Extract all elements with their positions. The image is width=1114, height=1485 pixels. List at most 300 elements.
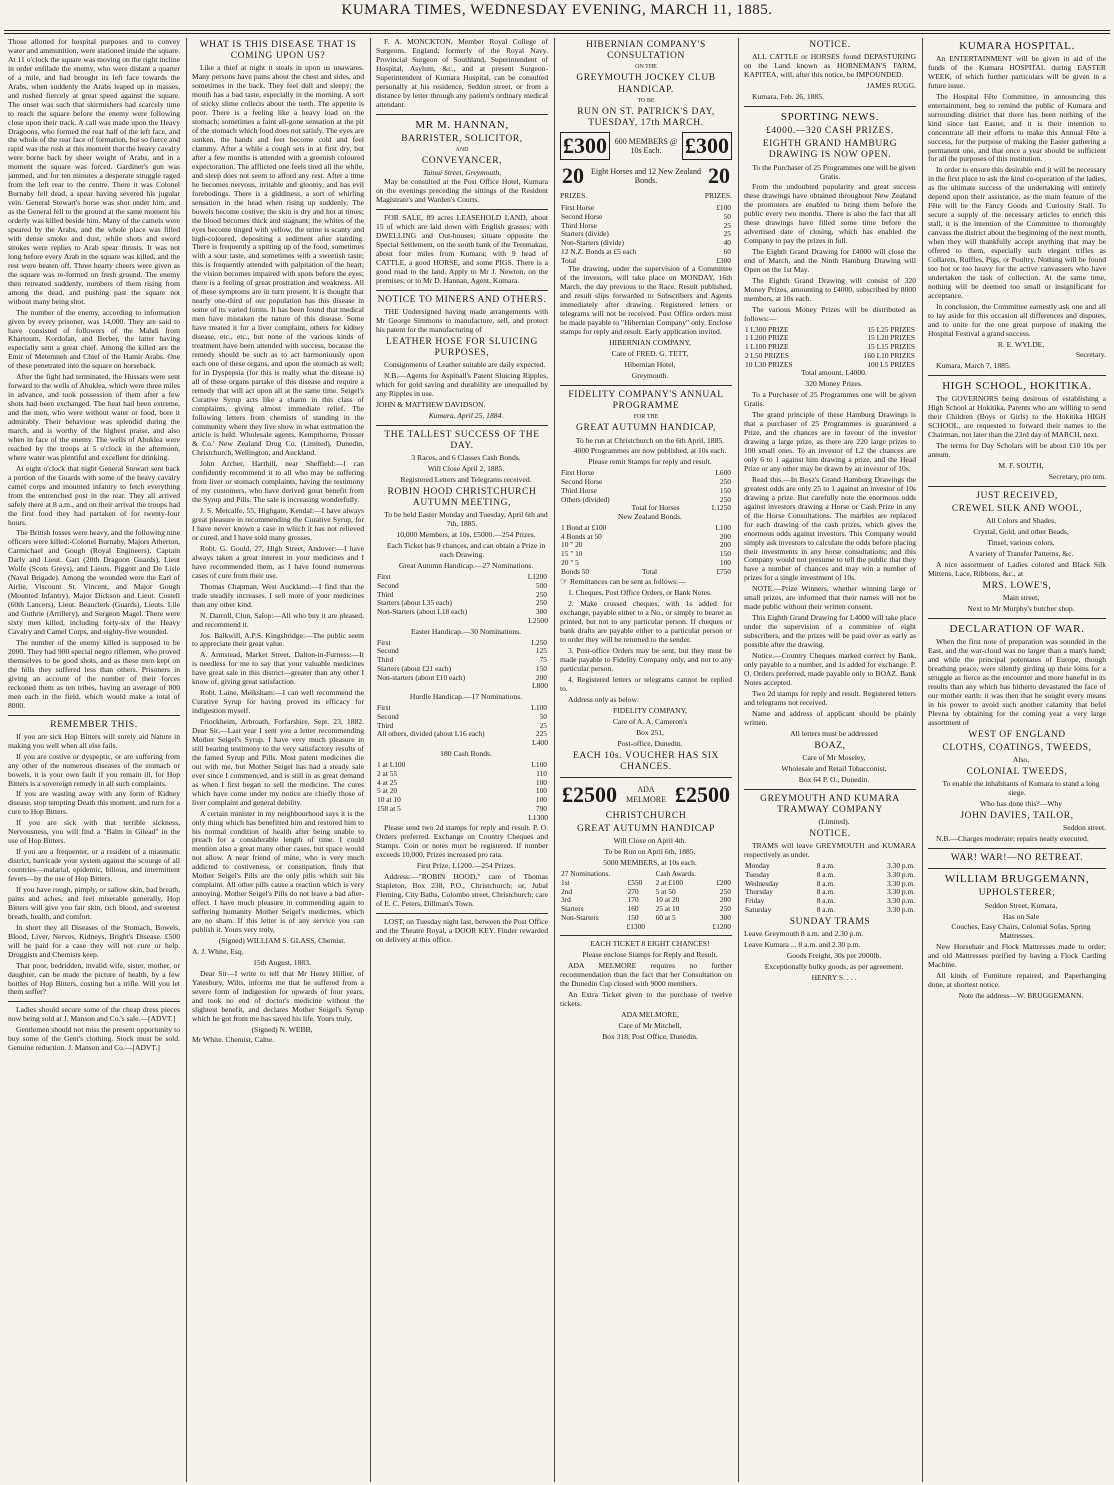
tram-table-cell: 3.30 p.m.	[887, 878, 915, 888]
tram-table-cell: Monday	[745, 861, 770, 871]
fidelity-heading: FIDELITY COMPANY'S ANNUAL PROGRAMME	[568, 389, 724, 412]
crewel-text-3: Tinsel, various colors,	[987, 538, 1055, 548]
lowe-street: Main street,	[1002, 593, 1040, 603]
fidelity-remit-2	[560, 576, 732, 587]
gah-table-cell: Non-Starters (about L18 each)	[377, 607, 468, 617]
ada-table-cell: 1st	[561, 877, 570, 887]
ada-table-cell: 300	[719, 912, 731, 922]
bonds-table-row	[376, 761, 548, 770]
divider	[744, 106, 916, 107]
fidelity-nz-total	[560, 568, 732, 577]
ada-table-cell: 2nd	[561, 886, 573, 896]
gah-table-cell: 250	[535, 598, 547, 608]
fidelity-rule-3: 3. Post-office Orders may be sent, but they must be made payable to Fidelity Company only, and not to any particular person.	[560, 646, 732, 673]
remember-text-7: In short they all Diseases of the Stomach, Bowels, Blood, Liver, Nerves, Kidneys, Bright's Disease. £500 will be paid for a case they will not cure or help. Druggists and Chemists keep.	[8, 922, 180, 959]
tram-table-cell: 8 a.m.	[816, 896, 835, 906]
miners-text: THE Undersigned having made arrangements with Mr George Simmons to manufacture, sell, and protect his patent for the manufacturing of	[376, 306, 548, 334]
fidelity-table-cell: 250	[719, 477, 731, 487]
ada-gah: GREAT AUTUMN HANDICAP	[576, 824, 716, 835]
prize-total: Total amount, L4000.	[801, 368, 867, 378]
ada-close: Will Close on April 4th.	[613, 836, 687, 846]
ada-sign: ADA MELMORE,	[621, 1010, 679, 1020]
bonds-table-cell: 790	[535, 803, 547, 813]
column-2	[192, 38, 364, 1482]
robin-heading: ROBIN HOOD CHRISTCHURCH AUTUMN MEETING,	[387, 486, 537, 509]
miners-text-2: Consignments of Leather suitable are daily expected.	[384, 359, 546, 369]
tram-table	[744, 862, 916, 914]
tram-table-row	[744, 906, 916, 915]
ada-stamp: Please enclose Stamps for Reply and Result.	[582, 950, 718, 960]
remember-text-6: If you have rough, pimply, or sallow skin, bad breath, pains and aches, and feel miserable generally, Hop Bitters will give you fair skin, rich blood, and sweetest breath, health, and comfort.	[8, 884, 180, 921]
sporting-text-13: Name and address of applicant should be plainly written.	[744, 708, 916, 727]
divider	[8, 1001, 180, 1002]
prize-table-cell: 15 L25 PRIZES	[867, 324, 915, 334]
hospital-text-1: An ENTERTAINMENT will be given in aid of the funds of the Kumara HOSPITAL during EASTER WEEK, of which further particulars will be given in a future issue.	[928, 53, 1106, 90]
remember-text-3: If you are wasting away with any form of Kidney disease, stop tempting Death this moment, and turn for a cure to Hop Bitters.	[8, 789, 180, 817]
bonds-table-cell: 4 at 25	[377, 777, 398, 787]
tallest-close: Will Close April 2, 1885.	[427, 464, 505, 474]
hibernian-count-banner	[560, 163, 732, 189]
davies-nb: N.B.—Charges moderate; repairs neatly executed.	[936, 834, 1089, 844]
robin-held: To be held Easter Monday and Tuesday, April 6th and 7th, 1885.	[384, 510, 548, 529]
eh-total: L800	[531, 681, 548, 691]
hibernian-count-right: 20	[708, 163, 730, 189]
war-report-text-5: The British losses were heavy, and the following nine officers were killed:-Colonel Burnaby, Majors Atherton, Carmichael and Gough (Royal Engineers), Captain Darly and Lieut. Gart (20th Dragoon Guards), Lieut Wolfe (Scots Greys), and Lieuts. Piggott and De Lisle (Naval Brigade). Among the wounded were the Earl of Airlie, Viscount St. Vincent, and Major Gough (Mounted Infantry), Major Dickson and Lieut. Costell (60th Lancers), Lieut. Beauclerk (Guards), Lieuts. Lile and Guthrie (Artillery), and Surgeon Magel. There were sixty men killed, including forty-six of the Heavy Cavalry and Camel Corps, and eighty-five wounded.	[8, 528, 180, 636]
tram-table-cell: 8 a.m.	[816, 887, 835, 897]
fidelity-for: FOR THE	[633, 414, 659, 421]
boaz-box: Box 64 P. O., Dunedin.	[798, 774, 870, 784]
ada-nominations-header: 27 Nominations.	[561, 869, 611, 879]
war-report-text-2: The number of the enemy, according to information given by every prisoner, was 14,000. They are said to have consisted of followers of the Mahdi from Khartoum, Kordofan, and Berber, the latter having especially sent a great chief. Among the killed are the Emir of Metemneh and Chief of the Hamir Arabs. One of these penetrated into the square on horseback.	[8, 307, 180, 371]
hibernian-prize-banner	[560, 132, 732, 160]
tallest-heading: THE TALLEST SUCCESS OF THE DAY.	[384, 429, 540, 451]
ada-table-cell: 2 at £100	[655, 877, 684, 887]
testimonial-friockheim: Friockheim, Arbroath, Forfarshire, Sept. 23, 1882. Dear Sir,—Last year I sent you a letter recommending Mother Seigel's Syrup. I have very much pleasure in still bearing testimony to the very satisfactory results of the famed Syrup and Pills. Most patent medicines die out with me, but Mother Seigel has had a steady sale ever since I commenced, and is still in as great demand as when I first began to sell the medicine. The cures which have come under my notice are chiefly those of liver complaint and general debility.	[192, 717, 364, 807]
fidelity-po: Post-office, Dunedin.	[617, 738, 683, 748]
davies-name: JOHN DAVIES, TAILOR,	[960, 811, 1074, 822]
crewel-heading: CREWEL SILK AND WOOL,	[951, 504, 1083, 515]
eh-table-row	[376, 647, 548, 656]
tram-table-cell: 3.30 p.m.	[887, 861, 915, 871]
fidelity-nz-table-cell: 200	[719, 540, 731, 550]
hibernian-run: RUN ON ST. PATRICK'S DAY, TUESDAY, 17th MARCH.	[577, 106, 715, 129]
tram-table-cell: Friday	[745, 896, 765, 906]
eh-table-cell: Starters (about £21 each)	[377, 663, 452, 673]
sporting-text-6: To a Purchaser of 25 Programmes one will be given Gratis.	[744, 390, 916, 409]
hh-table-cell: All others, divided (about L16 each)	[377, 729, 485, 739]
tram-table-cell: Thursday	[745, 887, 773, 897]
hannan-text: May be consulted at the Post Office Hotel, Kumara on the evenings preceding the sittings of the Resident Magistrate's and Warden's Courts.	[376, 177, 548, 204]
sunday-text-2: Leave Kumara ... 8 a.m. and 2.30 p.m.	[744, 939, 861, 949]
remember-text-5: If you are a frequenter, or a resident of a miasmatic district, barricade your system against the scourge of all countries—malarial, epidemic, bilious, and intermittent fevers—by the use of Hop Bitters.	[8, 847, 180, 884]
bonds-table-row	[376, 805, 548, 814]
fidelity-nz-table-cell: 10 " 20	[561, 540, 583, 550]
hibernian-tobe: TO BE	[637, 97, 655, 104]
hibernian-table	[560, 204, 732, 256]
crewel-text-4: A variety of Transfer Patterns, &c.	[968, 549, 1074, 559]
fidelity-nz-table-row	[560, 533, 732, 542]
masthead	[0, 2, 1114, 32]
bonds-table-cell: 100	[535, 786, 547, 796]
ada-table-cell: 250	[719, 904, 731, 914]
masthead-rule	[4, 30, 1110, 31]
bruggemann-trade: UPHOLSTERER,	[978, 888, 1056, 899]
ada-table-cell: 200	[719, 895, 731, 905]
divider	[560, 935, 732, 936]
column-4	[560, 38, 732, 1482]
column-5	[744, 38, 916, 1482]
miners-product: LEATHER HOSE FOR SLUICING PURPOSES,	[386, 336, 538, 358]
tram-heading: GREYMOUTH AND KUMARA TRAMWAY COMPANY	[760, 793, 900, 815]
hibernian-town: Greymouth.	[631, 370, 669, 380]
hospital-heading: KUMARA HOSPITAL.	[959, 40, 1075, 52]
fidelity-care: Care of A. A. Cameron's	[612, 716, 688, 726]
ada-banner	[560, 782, 732, 808]
bonds-table-cell: 100	[535, 795, 547, 805]
remember-heading: REMEMBER THIS.	[50, 719, 138, 730]
ada-table-cell: £200	[716, 877, 731, 887]
hannan-and: AND	[455, 146, 469, 153]
column-1	[8, 38, 180, 1482]
hibernian-table-cell: Non-Starters (divide)	[561, 238, 625, 248]
moncton-advt: F. A. MONCKTON, Member Royal College of Surgeons, England; formerly of the Royal Navy. Provincial Surgeon of Southland, Superintendent of Hospital, Asylum, &c., and at present Surgeon-Superintendent of Kumara Hospital, can be consulted personally at his residence, Seddon street, or from a distance by letter through any patient's ordinary medical attendant.	[376, 38, 548, 109]
fidelity-table-cell: Third Horse	[561, 485, 597, 495]
eh-table-row	[376, 639, 548, 648]
eh-table-cell: Non-starters (about £10 each)	[377, 672, 466, 682]
prize-table-cell: 1 L300 PRIZE	[745, 324, 789, 334]
ada-table-cell: 10 at 20	[655, 895, 680, 905]
tram-limited: (Limited).	[818, 817, 850, 827]
sporting-text-14: All letters must be addressed	[790, 728, 878, 738]
hannan-conveyancer: CONVEYANCER,	[421, 155, 503, 166]
bruggemann-sale: Has on Sale	[1002, 911, 1040, 921]
fidelity-horses-total-value: L1250	[711, 503, 731, 513]
notice-text: ALL CATTLE or HORSES found DEPASTURING on the Land known as HORNEMAN'S FARM, KAPITEA, will, after this notice, be IMPOUNDED.	[744, 52, 916, 80]
ada-table	[560, 870, 732, 922]
ladies-advt: Ladies should secure some of the cheap dress pieces now being sold at J. Manson and Co.'s sale.—[ADVT.]	[8, 1005, 180, 1024]
tram-text: TRAMS will leave GREYMOUTH and KUMARA respectively as under.	[744, 841, 916, 860]
testimonial-laine: Robt. Laine, Melksham:—I can well recommend the Curative Syrup for having proved its efficacy for indigestion myself.	[192, 688, 364, 716]
prize-table-cell: 100 L5 PRIZES	[867, 359, 915, 369]
eh-table-cell: L250	[531, 637, 547, 647]
bonds-total: L1300	[528, 812, 548, 822]
bruggemann-address: Seddon Street, Kumara,	[984, 900, 1058, 910]
fidelity-horses-total-label: Total for Horses	[631, 503, 680, 513]
notice-sign: JAMES RUGG.	[866, 81, 916, 91]
tram-table-cell: 3.30 p.m.	[887, 869, 915, 879]
fidelity-nz-total-value: £750	[716, 566, 731, 576]
divider	[560, 385, 732, 386]
eh-table-cell: 200	[535, 672, 547, 682]
hibernian-sign: HIBERNIAN COMPANY,	[609, 338, 691, 347]
hospital-text-2: The Hospital Fête Committee, in announcing this entertainment, beg to remind the public of Kumara and surrounding district that there has been nothing of the kind since last Easter, and it is their intention to concentrate all their efforts to make this Annual Fête a success, for the purpose of making the Easter gathering a permanent one, and that once a year should be sufficient for all the purposes of this institution.	[928, 91, 1106, 164]
hibernian-count-mid: Eight Horses and 12 New Zealand Bonds.	[591, 166, 701, 186]
war-also: Also,	[1012, 755, 1030, 765]
bruggemann-text-3: All kinds of Furniture repaired, and Paperhanging done, at shortest notice.	[928, 971, 1106, 990]
fidelity-address-label: Address only as below:	[568, 694, 640, 704]
remember-text-2: If you are costive or dyspeptic, or are suffering from any other of the numerous diseases of the stomach or bowels, it is your own fault if you remain ill, for Hop Bitters is a sovereign remedy in all such complaints.	[8, 751, 180, 788]
ada-table-cell: 160	[627, 904, 639, 914]
ada-extra: An Extra Ticket given to the purchase of twelve tickets.	[560, 990, 732, 1009]
tram-table-cell: 8 a.m.	[816, 861, 835, 871]
ada-christchurch: CHRISTCHURCH	[605, 810, 687, 821]
forsale-advt: FOR SALE, 89 acres LEASEHOLD LAND, about 15 of which are laid down with English grasses; with DWELLING and Out-houses; situate opposite the Special Settlement, on the south bank of the Teremakau, about four miles from Kumara; with 9 head of CATTLE, a good HORSE, and some PIGS. There is a good road to the land. Apply to Mr J. Newton, on the premises; or to Mr D. Hannan, Agent, Kumara.	[376, 212, 548, 285]
ada-table-cell: 150	[627, 912, 639, 922]
tram-table-cell: 3.30 p.m.	[887, 887, 915, 897]
divider	[744, 789, 916, 790]
prize-table-cell: 10 L30 PRIZES	[745, 359, 793, 369]
fidelity-table-cell: L600	[715, 468, 731, 478]
hibernian-total-label: Total	[561, 255, 577, 265]
bonds-table	[376, 761, 548, 813]
ada-table-cell: £550	[627, 877, 643, 887]
sporting-heading: SPORTING NEWS.	[780, 110, 880, 123]
ada-cash-header: Cash Awards.	[655, 869, 696, 879]
addressee-white: A. J. White, Esq.	[192, 946, 244, 956]
tram-notice: NOTICE.	[809, 829, 851, 840]
bonds-table-cell: 110	[536, 768, 547, 778]
tram-table-cell: Saturday	[745, 904, 772, 914]
robin-members: 10,000 Members, at 10s, £5000.—254 Prizes.	[396, 530, 536, 540]
hh-table-cell: 225	[535, 729, 547, 739]
hannan-title: BARRISTER, SOLICITOR,	[401, 133, 523, 144]
ada-total-left: £1300	[626, 921, 645, 931]
divider	[928, 868, 1106, 869]
prize-table-cell: 2 L50 PRIZES	[745, 350, 789, 360]
fidelity-rule-4: 4. Registered letters or telegrams cannot be replied to.	[560, 674, 732, 693]
fidelity-nz-table-cell: 4 Bonds at 50	[561, 531, 602, 541]
fidelity-rule-1: 1. Cheques, Post Office Orders, or Bank Notes.	[568, 588, 712, 598]
ada-table-row	[560, 896, 732, 905]
fidelity-box: Box 251,	[636, 727, 664, 737]
war-enable: To enable the inhabitants of Kumara to stand a long siege.	[942, 779, 1100, 798]
hannan-name: MR M. HANNAN,	[415, 118, 509, 131]
hibernian-club: GREYMOUTH JOCKEY CLUB HANDICAP.	[576, 73, 716, 95]
sunday-text-1: Leave Greymouth 8 a.m. and 2.30 p.m.	[744, 928, 864, 938]
sporting-prizes: £4000.—320 CASH PRIZES.	[766, 125, 894, 136]
prize-table-cell: 1 L100 PRIZE	[745, 342, 789, 352]
hibernian-table-cell: £100	[716, 203, 731, 213]
gah-total: L2500	[528, 615, 548, 625]
gah-table-cell: Starters (about L35 each)	[377, 598, 452, 608]
prize-table-cell: 15 L20 PRIZES	[867, 333, 915, 343]
gah-table-cell: 250	[535, 589, 547, 599]
tram-table-cell: Wednesday	[745, 878, 779, 888]
hibernian-prize-right: £300	[682, 132, 732, 160]
sporting-eighth: EIGHTH GRAND HAMBURG DRAWING IS NOW OPEN.	[762, 139, 898, 161]
hibernian-on: ON THE	[635, 64, 657, 71]
gah-table-cell: 500	[535, 580, 547, 590]
sporting-text-8: Read this.—In Bosz's Grand Hamburg Drawings the greatest odds are only 25 to 1 against an investor of 10s drawing a prize. But carefully note the enormous odds against investors drawing a Horse or Cash Prize in any of the Horse Consultations. The marbles are replaced for each drawing of the cash prizes, which gives the enormous odds against investors. This Company would simply ask investors to calculate the odds before placing their investments in any horse consultations; and this Company would not presume to tell the public that they have a number of chances and may win a number of prizes for a single investment of 10s.	[744, 474, 916, 583]
divider	[928, 375, 1106, 376]
crewel-text-2: Crystal, Gold, and other Beads,	[973, 527, 1069, 537]
miners-heading: NOTICE TO MINERS AND OTHERS.	[377, 294, 547, 305]
prize-count: 320 Money Prizes.	[805, 379, 863, 389]
hibernian-count-left: 20	[562, 163, 584, 189]
hibernian-members: 600 MEMBERS @ 10s Each.	[614, 136, 678, 156]
divider	[376, 114, 548, 115]
war-report-text-6: The number of the enemy killed is supposed to be 2000. They had 900 special negro riflemen, who proved themselves to be good shots, and as these men kept on the hills they suffered less than others. Prisoners in giving an account of the number of their forces reckoned them as ten tribes, having an average of 800 men each in the field, which would make a total of 8000.	[8, 637, 180, 710]
war-goods-3: COLONIAL TWEEDS,	[966, 767, 1068, 778]
fidelity-nz-total-label: Total	[641, 566, 658, 576]
fidelity-table	[560, 469, 732, 504]
testimonial-gould: Robt. G. Gould, 27, High Street, Andover:—I have always taken a great interest in your medicines and I have recommended them, as I have found numerous cases of cure from their use.	[192, 543, 364, 580]
sporting-text-4: The Eighth Grand Drawing will consist of 320 Money Prizes, amounting to £4000, subscribed by 8000 members, at 10s each.	[744, 275, 916, 303]
fidelity-nz-bonds: Bonds 50	[561, 566, 590, 576]
signature-webb: (Signed) N. WEBB,	[251, 1024, 313, 1034]
bonds-table-cell: 100	[535, 777, 547, 787]
fidelity-table-cell: First Horse	[561, 468, 595, 478]
fidelity-nz-table-cell: 15 " 10	[561, 549, 583, 559]
ada-prize-right: £2500	[675, 782, 730, 807]
sporting-text-10: This Eighth Grand Drawing for L4000 will take place under the supervision of a committee of eight subscribers, and the prizes will be paid over as early as possible after the drawing.	[744, 613, 916, 650]
robin-stamps: Please send two 2d stamps for reply and result. P. O. Orders preferred. Exchange on Country Cheques and Stamps. Coin or notes must be registered. If number exceeds 10,000, Prizes increased pro rata.	[376, 823, 548, 860]
hh-table	[376, 704, 548, 739]
column-6	[928, 38, 1106, 1482]
hibernian-table-cell: 25	[723, 220, 731, 230]
testimonial-armstead: A. Armstead, Market Street, Dalton-in-Furness:—It is needless for me to say that your valuable medicines have great sale in this district—greater than any other I know of, giving great satisfaction.	[192, 650, 364, 687]
fidelity-nz-heading: New Zealand Bonds.	[618, 512, 682, 522]
sporting-text-7: The grand principle of these Hamburg Drawings is that a purchaser of 25 Programmes is guaranteed a Prize, and the chances are in favour of the investor drawing a large prize, as there are 220 large prizes to 100 small ones. To an investor of L2 the chances are only 6 to 1 against him drawing a prize, and the Head Prize or any other may be drawn by an investor of 10s.	[744, 410, 916, 473]
gah-heading: Great Autumn Handicap.—27 Nominations.	[398, 561, 534, 571]
hibernian-table-cell: 40	[723, 238, 731, 248]
hibernian-care: Care of FRED. G. TETT,	[611, 348, 689, 358]
ada-box: Box 318, Post Office, Dunedin.	[602, 1031, 698, 1041]
school-secretary: Secretary, pro tem.	[1048, 471, 1106, 481]
boaz-care: Care of Mr Moseley,	[802, 752, 866, 762]
ada-table-row	[560, 914, 732, 923]
fidelity-nz-table-cell: L100	[715, 522, 731, 532]
ada-prize-left: £2500	[562, 782, 617, 807]
tram-table-cell: 8 a.m.	[816, 869, 835, 879]
bonds-table-cell: 2 at 55	[377, 768, 398, 778]
divider	[928, 486, 1106, 487]
hibernian-table-cell: Third Horse	[561, 220, 597, 230]
bonds-table-row	[376, 779, 548, 788]
gah-table-cell: Third	[377, 589, 394, 599]
tram-table-cell: 8 a.m.	[816, 904, 835, 914]
war-report-text-4: At eight o'clock that night General Stewart sent back a portion of the Guards with some of the heavy cavalry camel corps and mounted infantry to fetch everything from the entrenched post in the rear. They all arrived safely there at 8 a.m., and on their arrival the troops had the first food they had partaken of for twenty-four hours.	[8, 463, 180, 527]
fidelity-table-cell: Second Horse	[561, 477, 603, 487]
robin-ticket: Each Ticket has 9 chances, and can obtain a Prize in each Drawing.	[386, 541, 546, 560]
goods-text-2: Exceptionally bulky goods, as per agreement.	[764, 961, 904, 971]
prize-table-cell: 15 L15 PRIZES	[867, 342, 915, 352]
testimonial-minister: A certain minister in my neighbourhood says it is the only thing which has benefitted him and restored him to his normal condition of health after being unable to preach for a considerable length of time. I could mention also a great many other cases, but space would not allow. A near friend of mine, who is very much addicted to costiveness, or constipation, finds that Mother Seigel's Pills are the only pills which suit his complaint. All other pills cause a reaction which is very annoying. Mother Seigel's Pills do not leave a bad after-effect. I have much pleasure in commending again to suffering humanity Mother Seigel's medicines, which are no sham. If this letter is of any service you can publish it. Yours very truly,	[192, 808, 364, 934]
divider	[376, 425, 548, 426]
ada-table-cell: 170	[627, 895, 639, 905]
hibernian-table-cell: 12 N.Z. Bonds at £5 each	[561, 246, 637, 256]
fidelity-table-cell: 150	[719, 485, 731, 495]
testimonial-darroll: N. Darroll, Clun, Salop:—All who buy it are pleased, and recommend it.	[192, 610, 364, 629]
hospital-text-4: In conclusion, the Committee earnestly ask one and all to lay aside for this occasion all differences and disputes, and to unite for the one great purpose of making the Hospital Festival a grand success.	[928, 301, 1106, 338]
hibernian-table-cell: Starters (divide)	[561, 229, 609, 239]
ada-run: To be Run on April 6th, 1885.	[604, 847, 696, 857]
eh-table-cell: Second	[377, 646, 399, 656]
hh-table-cell: L100	[531, 703, 547, 713]
fidelity-nz-table-cell: 1 Bond at £100	[561, 522, 607, 532]
bonds-heading: 180 Cash Bonds.	[440, 749, 492, 759]
divider	[376, 290, 548, 291]
hibernian-prizes-labels	[560, 192, 732, 201]
gah-table-row	[376, 582, 548, 591]
fidelity-remit-2-text: Remittances can be sent as follows:—	[569, 577, 686, 587]
masthead-rule-2	[4, 33, 1110, 34]
fidelity-nz-table-cell: 200	[719, 531, 731, 541]
eh-table-cell: Third	[377, 655, 394, 665]
fidelity-nz-table	[560, 524, 732, 568]
tram-sign: HENRY S. . . .	[811, 972, 857, 982]
gah-table-cell: First	[377, 572, 391, 582]
fidelity-programmes: 4000 Programmes are now published, at 10s each.	[573, 446, 727, 456]
prize-table	[744, 326, 916, 370]
bonds-table-cell: L100	[531, 760, 547, 770]
column-rule	[370, 38, 371, 1482]
bonds-table-row	[376, 796, 548, 805]
letter-date: 15th August, 1883.	[253, 957, 311, 967]
divider	[376, 209, 548, 210]
divider	[376, 913, 548, 914]
goods-text: Goods Freight, 30s per 2000lb.	[786, 950, 882, 960]
eh-heading: Easter Handicap.—30 Nominations.	[410, 626, 522, 636]
gah-table-cell: 300	[535, 607, 547, 617]
column-rule	[554, 38, 555, 1482]
signature-glass: (Signed) WILLIAM S. GLASS, Chemist.	[218, 935, 346, 945]
tallest-registered: Registered Letters and Telegrams received.	[400, 475, 532, 485]
remember-text-8: That poor, bedridden, invalid wife, sister, mother, or daughter, can be made the picture of health, by a few bottles of Hop Bitters, costing but a trifle. Will you let them suffer?	[8, 960, 180, 997]
war-report-text-3: After the fight had terminated, the Hussars were sent forward to the wells of Abuklea, which were three miles in advance, and took possession of them after a few shots had been exchanged. The heat had been extreme, and the men, who were without water or food, bore it admirably. Their behaviour was splendid during the march, and is worthy of the highest praise, and also when in face of the enemy. The wells of Abuklea were reached by the troops at 5 o'clock in the afternoon, where water was plentiful and excellent for drinking.	[8, 372, 180, 462]
testimonial-metcalfe: J. S. Metcalfe, 55, Highgate, Kendal:—I have always great pleasure in recommending the Curative Syrup, for I have never known a case in which it has not relieved or cured, and I have sold many grosses.	[192, 506, 364, 542]
hospital-text-3: In order to ensure this desirable end it will be necessary in the first place to ask the kind co-operation of the ladies, as the ultimate success of the undertaking will entirely depend upon their assistance, as the main feature of the Fête will be the Fancy Goods and Curiosity Stall. To secure a supply of the necessary articles to enrich this stall, it is the intention of the Committee to thoroughly canvass the district about the beginning of the next month, when they will thankfully accept anything that may be offered to them, especially such elegant trifles as Collarets, Ruffles, Pigs, or Poultry. Nothing will be found too hot or too heavy for the active canvassers who have undertaken the task of collection. At the same time, nothing will be deemed too small or insignificant for acceptance.	[928, 165, 1106, 300]
hh-table-row	[376, 713, 548, 722]
divider	[928, 848, 1106, 849]
ada-total-right: £1200	[712, 921, 731, 931]
testimonial-balkwill: Jos. Balkwill, A.P.S. Kingsbridge:—The public seem to appreciate their great value.	[192, 630, 364, 649]
hibernian-total-value: £300	[716, 255, 731, 265]
ada-table-cell: 270	[627, 886, 639, 896]
notice-date: Kumara, Feb. 26, 1885.	[752, 92, 824, 102]
gah-table-cell: L1200	[527, 572, 547, 582]
disease-text: Like a thief at night it steals in upon us unawares. Many persons have pains about the chest and sides, and sometimes in the back. They feel dull and sleepy; the mouth has a bad taste, especially in the morning. A sort of sticky slime collects about the teeth. The appetite is poor. There is a feeling like a heavy load on the stomach; sometimes a faint all-gone sensation at the pit of the stomach which food does not satisfy. The eyes are sunken, the hands and feet become cold and feel clammy. After a while a cough sets in at first dry, but after a few months is attended with a greenish coloured expectoration. The afflicted one feels tired all the while, and sleep does not seem to afford any rest. After a time he becomes nervous, irritable and gloomy, and has evil forebodings. There is a giddiness, a sort of whirling sensation in the head when rising up suddenly. The bowels become costive; the skin is dry and hot at times; the blood becomes thick and stagnant; the whites of the eyes become tinged with yellow, the urine is scanty and high-coloured, depositing a sediment after standing. There is frequently a spitting up of the food, sometimes with a sour taste, and sometimes with a sweetish taste; this is frequently attended with palpitation of the heart; the vision becomes impaired with spots before the eyes; there is a feeling of great prostration and weakness. All of these symptoms are in turn present. It is thought that nearly one-third of our population has this disease in some of its varied forms. It has been found that medical men have mistaken the nature of this disease. Some have treated it for a liver complaint, others for kidney disease, etc., etc., but none of the various kinds of treatment have been attended with success, because the remedy should be such as to act harmoniously upon each one of these organs, and upon the stomach as well; for in Dyspepsia (for this is really what the disease is) all of these organs partake of this disease and require a remedy that will act upon all at the same time. Seigel's Curative Syrup acts like a charm in this class of complaints, giving almost immediate relief. The following letters from chemists of standing in the community where they live show in what estimation the article is held. Wholesale agents, Kempthorne, Prosser & Co.' New Zealand Drug Co. (Limited), Dunedin, Christchurch, Wellington, and Auckland.	[192, 63, 364, 458]
war-report-text: Those allotted for hospital purposes and to convey water and ammunition, were stationed inside the square. At 11 o'clock the square was moving on the right incline in order enfilade the enemy, who were distant a quarter of a mile, and had brought its left face towards the Arabs, when suddenly the Arabs leaped up in masses, and rushed fiercely at great speed against the square. The onset was such that skirmishers had scarcely time to reach the square before the enemy were following close upon their track. A call was made upon the Heavy Dragoons, who formed the rear half of the left face, and the whole of the rear face of formation, but so fierce and rapid was the rush at this moment that the heavy cavalry were borne back by sheer weight of Arabs, and in a moment the square was forced. Gardiner's gun was jammed, and for ten minutes a desperate struggle raged from the left rear to the centre. There it was Colonel Burnaby fell dead, a spear having severed his jugular vein. General Stewart's horse was shot under him, and as the General fell to the ground at the same moment his orderly was killed beside him. Many of the camels were speared by the Arabs, and the whole place was filled with dense smoke and dust, while shots and sword strokes were replies to Arab spear thrusts. It was not long before every Arab in the square was killed, and the rest were beaten off. Three hearty cheers were given as the square was re-formed on fresh ground. The enemy then retreated suddenly, numbers of them rising from among the dead, and pushing past the square not without many being shot.	[8, 38, 180, 306]
crewel-text-5: A nice assortment of Ladies colored and Black Silk Mittens, Lace, Ribbons, &c., at	[928, 560, 1106, 579]
fidelity-run: To be run at Christchurch on the 6th April, 1885.	[575, 435, 725, 445]
signature-webb-2: Mr White. Chemist, Calne.	[192, 1035, 275, 1045]
bonds-table-cell: 1 at L100	[377, 760, 406, 770]
divider	[928, 618, 1106, 619]
tram-table-cell: 3.30 p.m.	[887, 904, 915, 914]
school-terms: The terms for Day Scholars will be about £10 10s per annum.	[928, 441, 1106, 460]
war-goods-2: CLOTHS, COATINGS, TWEEDS,	[942, 742, 1092, 753]
bruggemann-text-2: New Horsehair and Flock Mattresses made to order; and old Mattresses purified by having a Flock Carding Machine.	[928, 942, 1106, 970]
bruggemann-name: WILLIAM BRUGGEMANN,	[944, 873, 1090, 886]
lowe-next: Next to Mr Murphy's butcher shop.	[967, 604, 1075, 614]
eh-table-cell: 75	[539, 655, 547, 665]
bonds-table-row	[376, 770, 548, 779]
fidelity-voucher: EACH 10s. VOUCHER HAS SIX CHANCES.	[573, 750, 719, 772]
fidelity-rule-2: 2. Make crossed cheques, with 1s added for exchange, payable either to a No., or simply to bearer as printed, but not to any particular person. If cheques or bank drafts are payable either to a particular person or to order they will be returned to the sender.	[560, 599, 732, 645]
hibernian-prize-left: £300	[560, 132, 610, 160]
fidelity-table-cell: 250	[719, 494, 731, 504]
ada-table-cell: 3rd	[561, 895, 571, 905]
bruggemann-note: Note the address—W. BRUGGEMANN.	[958, 991, 1084, 1001]
disease-heading: WHAT IS THIS DISEASE THAT IS COMING UPON US?	[199, 40, 357, 62]
school-sign: M. F. SOUTH,	[998, 461, 1044, 471]
hibernian-table-cell: First Horse	[561, 203, 595, 213]
miners-text-3: N.B.—Agents for Aspinall's Patent Sluicing Ripples, which for gold saving and durability are unequalled by any Ripples in use.	[376, 370, 548, 398]
war-cry: WAR! WAR!—NO RETREAT.	[950, 853, 1084, 864]
robin-first: First Prize, L1200.—254 Prizes.	[416, 861, 516, 871]
hibernian-text: The drawing, under the supervision of a Committee of the investors, will take place on MONDAY, 16th March, the day previous to the Race. Result published, and result slips forwarded to Subscribers and Agents immediately after drawing. Registered letters or telegrams will not be received. Post Office orders must be made payable to "Hibernian Company" only. Enclose stamps for reply and result. Early application invited.	[560, 264, 732, 337]
